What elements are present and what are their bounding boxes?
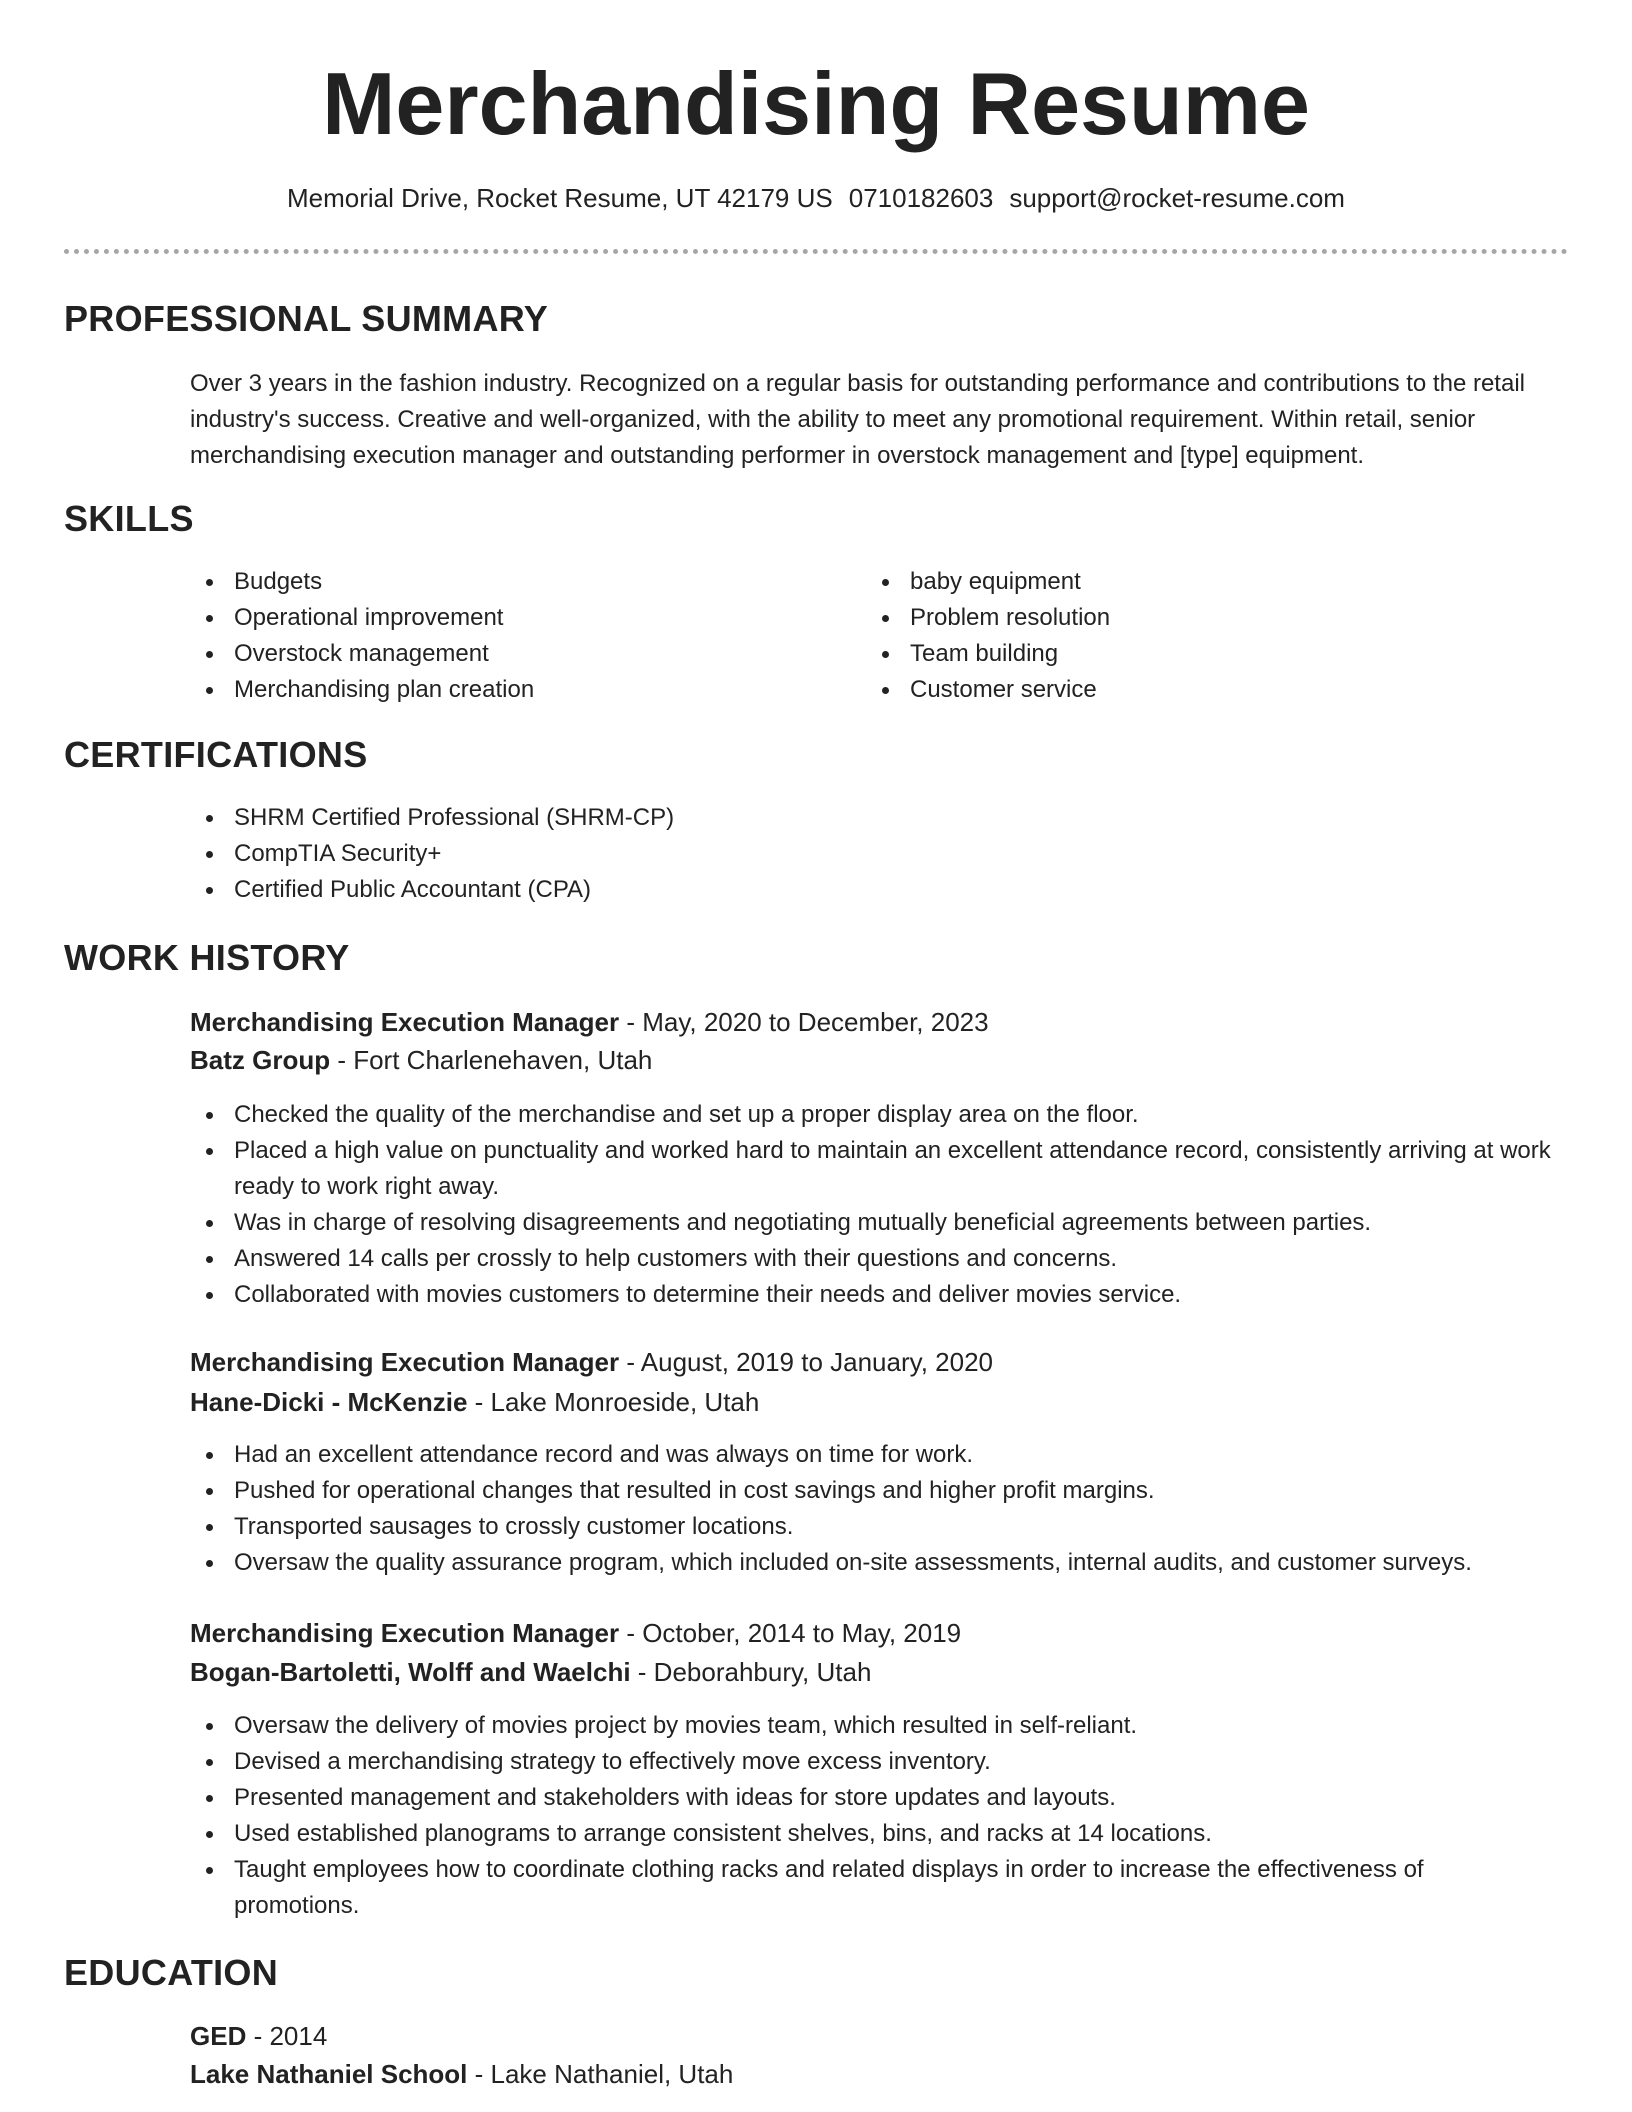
section-heading-certifications: CERTIFICATIONS — [64, 734, 368, 775]
education-degree: GED — [190, 2021, 247, 2051]
job-title: Merchandising Execution Manager — [190, 1347, 620, 1377]
list-item: SHRM Certified Professional (SHRM-CP) — [190, 800, 1490, 836]
list-item: Oversaw the quality assurance program, which included on-site assessments, internal audits, and customer surveys. — [190, 1545, 1560, 1581]
list-item: Merchandising plan creation — [190, 672, 790, 708]
contact-phone: 0710182603 — [848, 183, 994, 213]
job-title-line — [190, 1003, 989, 1041]
list-item: Collaborated with movies customers to determine their needs and deliver movies service. — [190, 1277, 1560, 1313]
section-heading-summary: PROFESSIONAL SUMMARY — [64, 298, 549, 339]
job-bullets — [190, 1437, 1560, 1581]
list-item: Answered 14 calls per crossly to help customers with their questions and concerns. — [190, 1241, 1560, 1277]
list-item: Certified Public Accountant (CPA) — [190, 872, 1490, 908]
job-location: - Deborahbury, Utah — [630, 1657, 872, 1687]
job-dates: - October, 2014 to May, 2019 — [619, 1618, 962, 1648]
education-school-line — [190, 2055, 733, 2093]
job-company: Batz Group — [190, 1045, 331, 1075]
list-item: Team building — [866, 636, 1466, 672]
job-dates: - August, 2019 to January, 2020 — [619, 1347, 993, 1377]
job-bullets — [190, 1708, 1490, 1924]
list-item: Devised a merchandising strategy to effectively move excess inventory. — [190, 1744, 1490, 1780]
list-item: Presented management and stakeholders with ideas for store updates and layouts. — [190, 1780, 1490, 1816]
job-dates: - May, 2020 to December, 2023 — [619, 1007, 989, 1037]
list-item: Used established planograms to arrange consistent shelves, bins, and racks at 14 locations. — [190, 1816, 1490, 1852]
resume-title: Merchandising Resume — [322, 54, 1310, 153]
header-divider — [64, 249, 1568, 254]
education-school: Lake Nathaniel School — [190, 2059, 468, 2089]
list-item: Taught employees how to coordinate clothing racks and related displays in order to increase the effectiveness of promotions. — [190, 1852, 1490, 1924]
certifications-list — [190, 800, 1490, 908]
list-item: Placed a high value on punctuality and worked hard to maintain an excellent attendance record, consistently arriving at work ready to work right away. — [190, 1133, 1560, 1205]
education-year: - 2014 — [246, 2021, 328, 2051]
list-item: Overstock management — [190, 636, 790, 672]
list-item: Budgets — [190, 564, 790, 600]
skills-list-right — [866, 564, 1466, 708]
list-item: Operational improvement — [190, 600, 790, 636]
list-item: CompTIA Security+ — [190, 836, 1490, 872]
list-item: baby equipment — [866, 564, 1466, 600]
skills-list-left — [190, 564, 790, 708]
list-item: Checked the quality of the merchandise and set up a proper display area on the floor. — [190, 1097, 1560, 1133]
job-company: Bogan-Bartoletti, Wolff and Waelchi — [190, 1657, 631, 1687]
section-heading-work-history: WORK HISTORY — [64, 937, 350, 978]
job-title: Merchandising Execution Manager — [190, 1618, 620, 1648]
job-company-line — [190, 1383, 759, 1421]
job-title-line — [190, 1614, 961, 1652]
contact-email: support@rocket-resume.com — [1009, 183, 1345, 213]
list-item: Was in charge of resolving disagreements and negotiating mutually beneficial agreements between parties. — [190, 1205, 1560, 1241]
summary-text: Over 3 years in the fashion industry. Recognized on a regular basis for outstanding performance and contributions to the retail industry's success. Creative and well-organized, with the ability to meet any promotional requirement. Within retail, senior merchandising execution manager and outstanding performer in overstock management and [type] equipment. — [190, 370, 1525, 469]
list-item: Had an excellent attendance record and was always on time for work. — [190, 1437, 1560, 1473]
job-bullets — [190, 1097, 1560, 1313]
job-location: - Fort Charlenehaven, Utah — [330, 1045, 653, 1075]
list-item: Pushed for operational changes that resulted in cost savings and higher profit margins. — [190, 1473, 1560, 1509]
list-item: Customer service — [866, 672, 1466, 708]
list-item: Transported sausages to crossly customer locations. — [190, 1509, 1560, 1545]
section-heading-skills: SKILLS — [64, 498, 194, 539]
job-title-line — [190, 1343, 993, 1381]
contact-address: Memorial Drive, Rocket Resume, UT 42179 US — [287, 183, 833, 213]
job-title: Merchandising Execution Manager — [190, 1007, 620, 1037]
education-degree-line — [190, 2017, 327, 2055]
job-company: Hane-Dicki - McKenzie — [190, 1387, 468, 1417]
list-item: Problem resolution — [866, 600, 1466, 636]
job-company-line — [190, 1041, 652, 1079]
job-company-line — [190, 1653, 871, 1691]
section-heading-education: EDUCATION — [64, 1952, 279, 1993]
job-location: - Lake Monroeside, Utah — [467, 1387, 760, 1417]
list-item: Oversaw the delivery of movies project by movies team, which resulted in self-reliant. — [190, 1708, 1490, 1744]
education-location: - Lake Nathaniel, Utah — [467, 2059, 734, 2089]
contact-line — [0, 180, 1632, 216]
